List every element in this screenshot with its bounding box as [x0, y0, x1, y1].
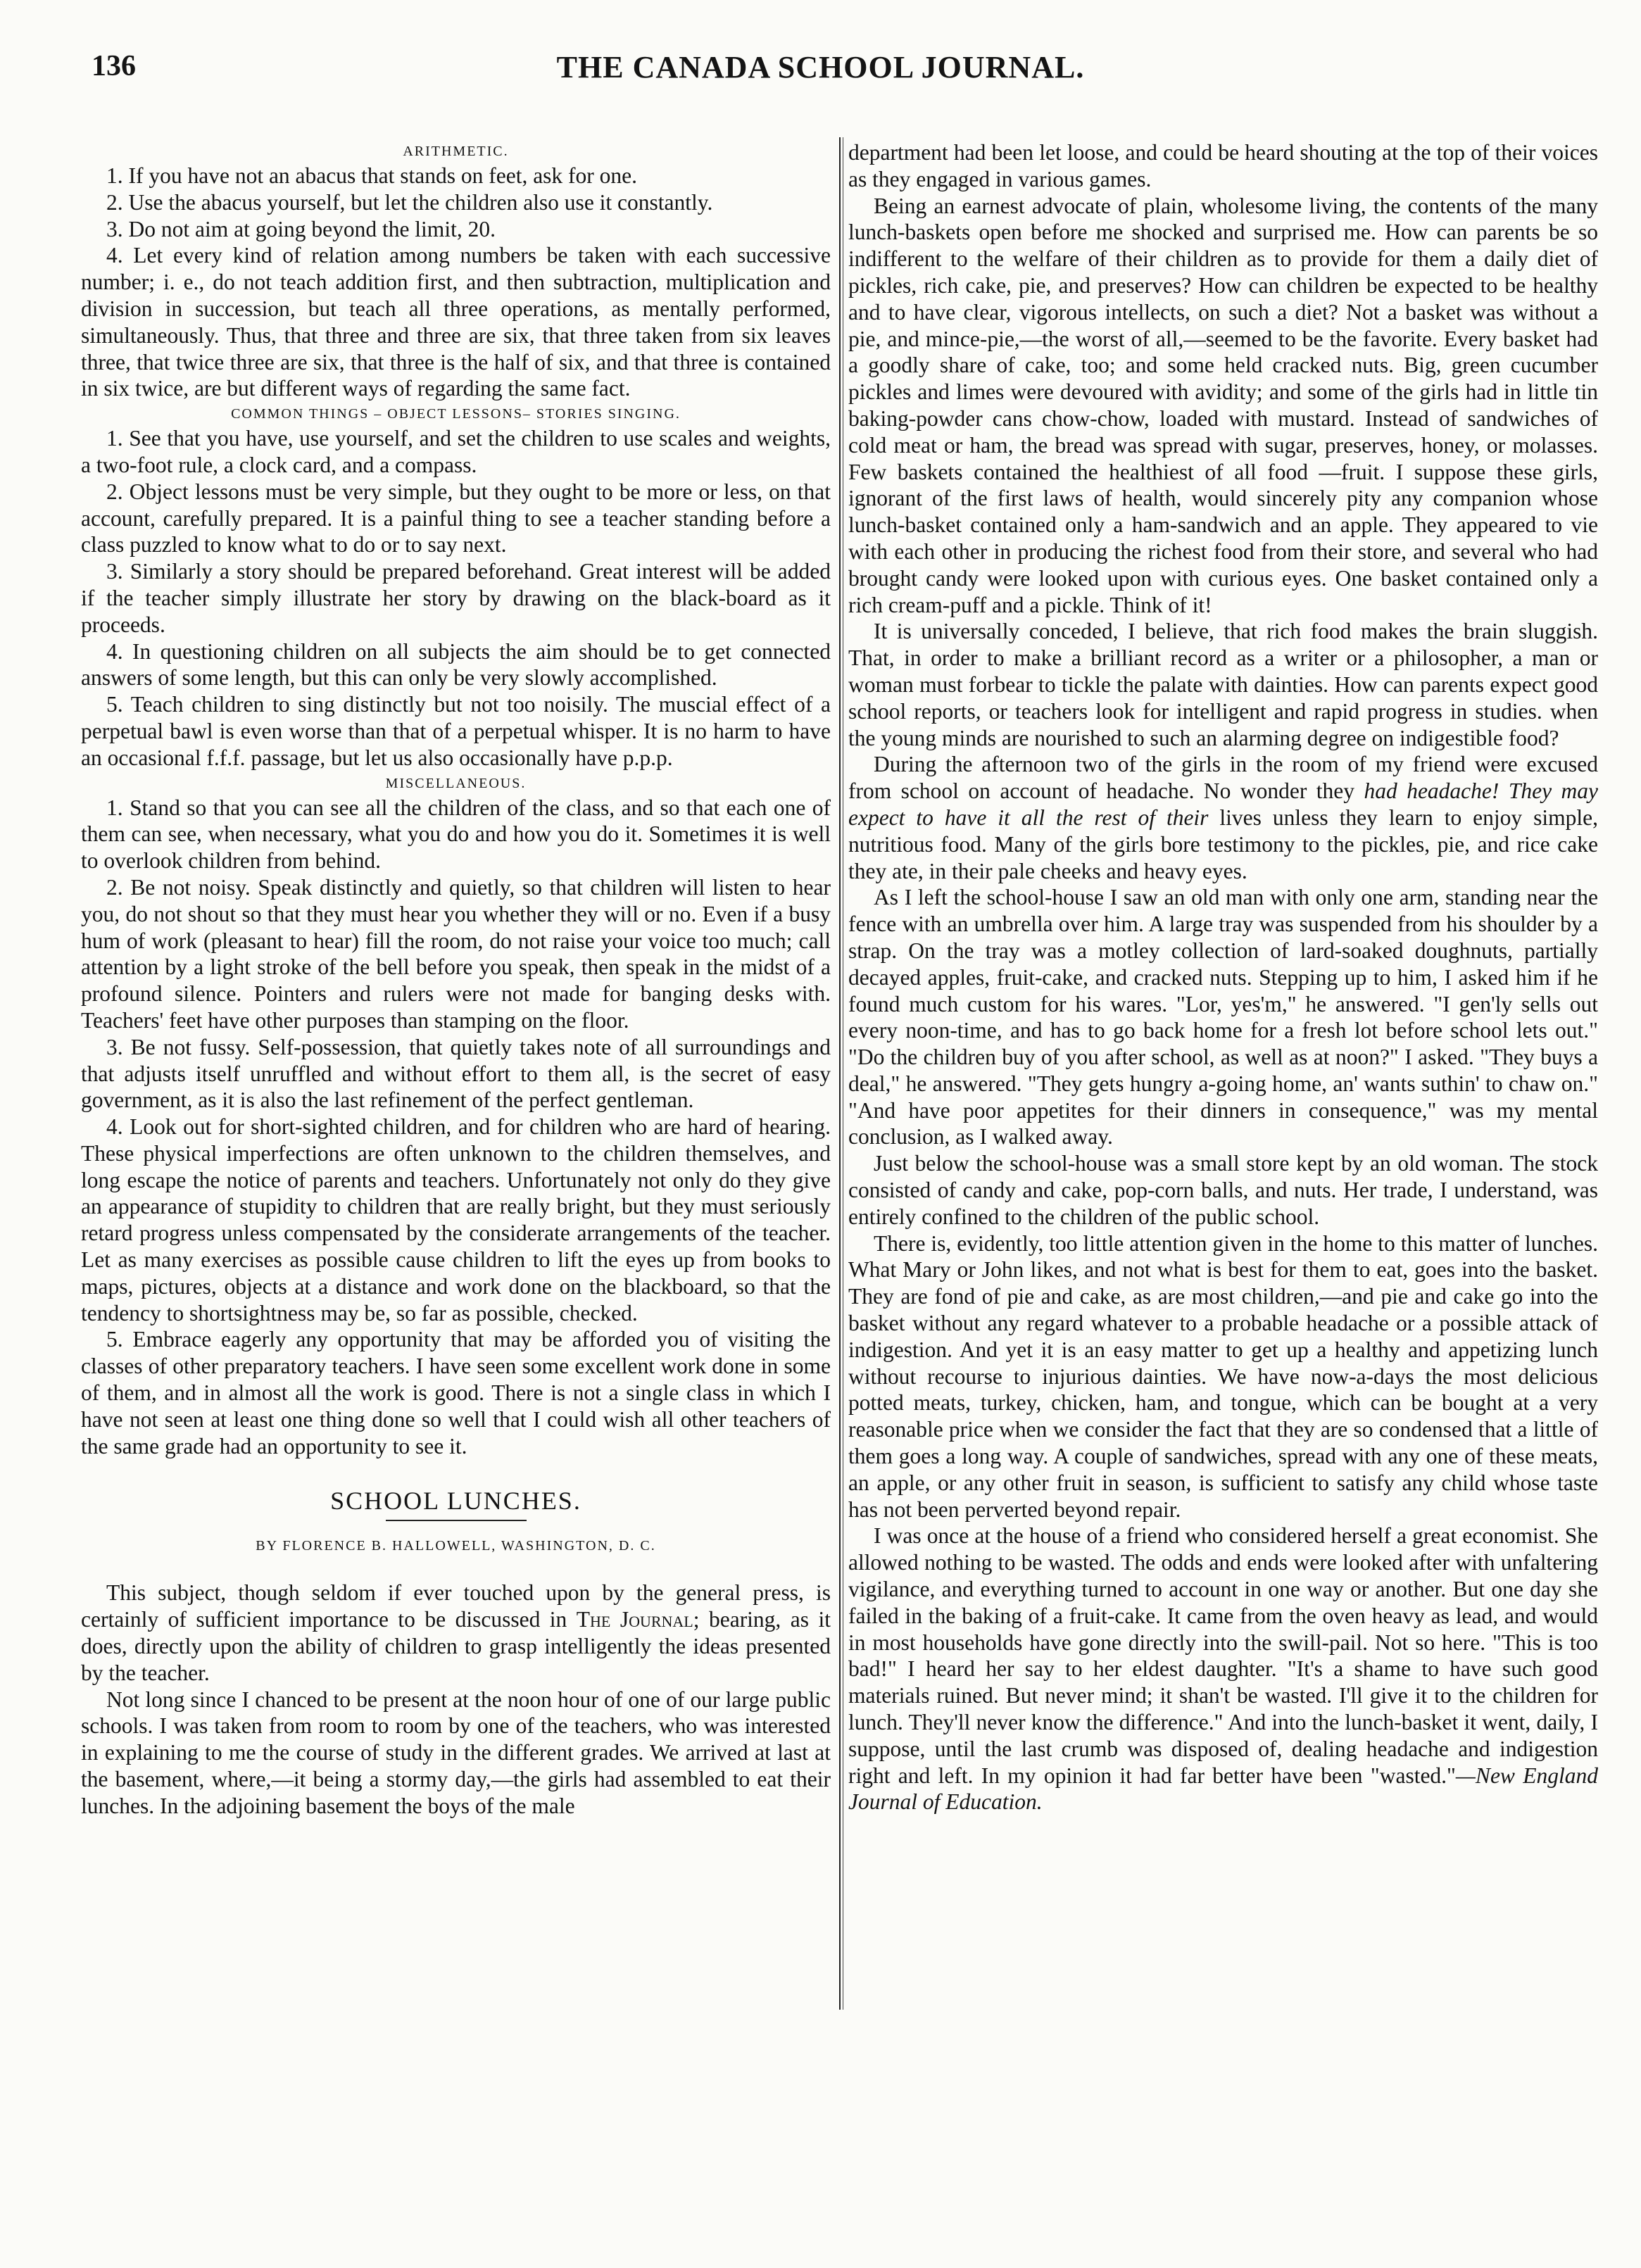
- left-column: [81, 139, 831, 1820]
- list-item: 1. Stand so that you can see all the children of the class, and so that each one of them can see, when necessary, what you do and how you do it. Sometimes it is well to overlook children from behind.: [81, 795, 831, 874]
- article-paragraph: There is, evidently, too little attention given in the home to this matter of lunches. What Mary or John likes, and not what is best for them to eat, goes into the basket. They are fond of pie and cake, as are most children,—and pie and cake go into the basket without any regard whatever to a probable headache or a possible attack of indigestion. And yet it is an easy matter to get up a healthy and appetizing lunch without recourse to injurious dainties. We have now-a-days the most delicious potted meats, turkey, chicken, ham, and tongue, which can be bought at a very reasonable price when we consider the fact that they are so condensed that a little of them goes a long way. A couple of sandwiches, spread with any one of these meats, an apple, or any other fruit in season, is sufficient to satisfy any child whose taste has not been perverted beyond repair.: [848, 1230, 1598, 1522]
- list-item: 3. Be not fussy. Self-possession, that quietly takes note of all surroundings and that adjusts itself unruffled and without effort to them all, is the secret of easy government, as it is also the last refinement of the perfect gentleman.: [81, 1034, 831, 1113]
- article-paragraph: It is universally conceded, I believe, that rich food makes the brain sluggish. That, in order to make a brilliant record as a writer or a philosopher, a man or woman must forbear to tickle the palate with dainties. How can parents expect good school reports, or teachers look for intelligent and rapid progress in studies. when the young minds are nourished to such an alarming degree on indigestible food?: [848, 619, 1598, 750]
- section-heading-common-things: COMMON THINGS – OBJECT LESSONS– STORIES SINGING.: [231, 406, 681, 422]
- section-heading-miscellaneous: MISCELLANEOUS.: [385, 775, 527, 791]
- list-item: 2. Be not noisy. Speak distinctly and quietly, so that children will listen to hear you, do not shout so that they must hear you whether they will or no. Even if a busy hum of work (pleasant to hear) fill the room, do not raise your voice too much; call attention by a light stroke of the bell before you speak, then speak in the midst of a profound silence. Pointers and rulers were not made for banging desks with. Teachers' feet have other purposes than stamping on the floor.: [81, 874, 831, 1033]
- text-run: During the afternoon two of the girls in the room of my friend were excused from school on account of headache. No wonder they: [848, 752, 1598, 804]
- article-title: SCHOOL LUNCHES.: [330, 1487, 581, 1516]
- article-paragraph: As I left the school-house I saw an old man with only one arm, standing near the fence with an umbrella over him. A large tray was suspended from his shoulder by a strap. On the tray was a motley collection of lard-soaked doughnuts, partially decayed apples, fruit-cake, and cracked nuts. Stepping up to him, I asked him if he found much custom for his wares. "Lor, yes'm," he answered. "I gen'ly sells out every noon-time, and has to go back home for a fresh lot before school lets out." "Do the children buy of you after school, as well as at noon?" I asked. "They buys a deal," he answered. "They gets hungry a-going home, an' wants suthin' to chaw on." "And have poor appetites for their dinners in consequence," was my mental conclusion, as I walked away.: [848, 885, 1598, 1149]
- article-paragraph: [81, 1580, 831, 1686]
- journal-name: The Journal: [576, 1607, 693, 1632]
- list-item: 4. Look out for short-sighted children, and for children who are hard of hearing. These physical imperfections are often unknown to the children themselves, and long escape the notice of parents and teachers. Unfortunately not only do they give an appearance of stupidity to children that are really bright, but they must seriously retard progress unless compensated by the considerate arrangements of the teacher. Let as many exercises as possible cause children to lift the eyes up from books to maps, pictures, objects at a distance and work done on the blackboard, so that the tendency to shortsightness may be, so far as possible, checked.: [81, 1114, 831, 1325]
- list-item: 1. If you have not an abacus that stands on feet, ask for one.: [106, 163, 638, 188]
- list-item: 2. Object lessons must be very simple, but they ought to be more or less, on that account, carefully prepared. It is a painful thing to see a teacher standing before a class puzzled to know what to do or to say next.: [81, 479, 831, 557]
- page-number: 136: [92, 50, 136, 82]
- journal-title: THE CANADA SCHOOL JOURNAL.: [556, 50, 1085, 84]
- title-rule: [386, 1520, 527, 1521]
- section-heading-arithmetic: ARITHMETIC.: [403, 144, 509, 159]
- text-run: This subject, though seldom if ever touched upon by the general press, is certainly of sufficient importance to be discussed in: [81, 1580, 831, 1632]
- italic-text: had headache! They may expect to have it all the rest of their: [848, 779, 1598, 830]
- list-item: 1. See that you have, use yourself, and set the children to use scales and weights, a two-foot rule, a clock card, and a compass.: [81, 426, 831, 477]
- article-byline: BY FLORENCE B. HALLOWELL, WASHINGTON, D. C.: [256, 1538, 656, 1554]
- article-paragraph: Not long since I chanced to be present at the noon hour of one of our large public schools. I was taken from room to room by one of the teachers, who was interested in explaining to me the course of study in the different grades. We arrived at last at the basement, where,—it being a stormy day,—the girls had assembled to eat their lunches. In the adjoining basement the boys of the male: [81, 1687, 831, 1818]
- article-paragraph: [848, 751, 1598, 884]
- list-item: 5. Embrace eagerly any opportunity that may be afforded you of visiting the classes of other preparatory teachers. I have seen some excellent work done in some of them, and in almost all the work is good. There is not a single class in which I have not seen at least one thing done so well that I could wish all other teachers of the same grade had an opportunity to see it.: [81, 1327, 831, 1459]
- text-run: ; bearing, as it does, directly upon the ability of children to grasp intelligently the ideas presented by the teacher.: [81, 1607, 831, 1685]
- text-run: lives unless they learn to enjoy simple, nutritious food. Many of the girls bore testimony to the pickles, pie, and rice cake they ate, in their pale cheeks and heavy eyes.: [848, 805, 1598, 883]
- right-column: [848, 139, 1598, 1815]
- article-paragraph: Just below the school-house was a small store kept by an old woman. The stock consisted of candy and cake, pop-corn balls, and nuts. Her trade, I understand, was entirely confined to the children of the public school.: [848, 1151, 1598, 1229]
- article-paragraph: [848, 1523, 1598, 1815]
- list-item: 5. Teach children to sing distinctly but not too noisily. The muscial effect of a perpetual bawl is even worse than that of a perpetual whisper. It is no harm to have an occasional f.f.f. passage, but let us also occasionally have p.p.p.: [81, 692, 831, 770]
- list-item: 4. In questioning children on all subjects the aim should be to get connected answers of some length, but this can only be very slowly accomplished.: [81, 638, 831, 691]
- list-item: 3. Similarly a story should be prepared beforehand. Great interest will be added if the teacher simply illustrate her story by drawing on the black-board as it proceeds.: [81, 559, 831, 637]
- list-item: 4. Let every kind of relation among numbers be taken with each successive number; i. e., do not teach addition first, and then subtraction, multiplication and division in succession, but teach all three operations, as mentally performed, simultaneously. Thus, that three and three are six, that three taken from six leaves three, that twice three are six, that three is the half of six, and that three is contained in six twice, are but different ways of regarding the same fact.: [81, 243, 831, 401]
- article-source: —New England Journal of Education.: [848, 1763, 1598, 1815]
- column-divider: [839, 137, 841, 2010]
- article-paragraph: Being an earnest advocate of plain, wholesome living, the contents of the many lunch-baskets open before me shocked and surprised me. How can parents be so indifferent to the welfare of their children as to provide for them a daily diet of pickles, rich cake, pie, and preserves? How can children be expected to be healthy and to have clear, vigorous intellects, on such a diet? Not a basket was without a pie, and mince-pie,—the worst of all,—seemed to be the favorite. Every basket had a goodly share of cake, too; and some held cracked nuts. Big, green cucumber pickles and limes were devoured with avidity; and some of the girls had in little tin baking-powder cans chow-chow, loaded with mustard. Instead of sandwiches of cold meat or ham, the bread was spread with sugar, preserves, honey, or molasses. Few baskets contained the healthiest of all food —fruit. I suppose these girls, ignorant of the first laws of health, would sincerely pity any companion whose lunch-basket contained only a ham-sandwich and an apple. They appeared to vie with each other in producing the richest food from their store, and several who had brought candy were looked upon with curious eyes. One basket contained only a rich cream-puff and a pickle. Think of it!: [848, 193, 1598, 617]
- text-run: I was once at the house of a friend who considered herself a great economist. She allowed nothing to be wasted. The odds and ends were looked after with unfaltering vigilance, and everything turned to account in one way or another. But one day she failed in the baking of a fruit-cake. It came from the oven heavy as lead, and would in most households have gone directly into the swill-pail. Not so here. "This is too bad!" I heard her say to her eldest daughter. "It's a shame to have such good materials ruined. But never mind; it shan't be wasted. I'll give it to the children for lunch. They'll never know the difference." And into the lunch-basket it went, daily, I suppose, until the last crumb was disposed of, dealing headache and indigestion right and left. In my opinion it had far better have been "wasted.": [848, 1523, 1598, 1788]
- page-header: [84, 49, 1557, 92]
- list-item: 2. Use the abacus yourself, but let the children also use it constantly.: [106, 189, 713, 215]
- list-item: 3. Do not aim at going beyond the limit, 20.: [106, 216, 496, 241]
- article-paragraph: department had been let loose, and could be heard shouting at the top of their voices as they engaged in various games.: [848, 140, 1598, 191]
